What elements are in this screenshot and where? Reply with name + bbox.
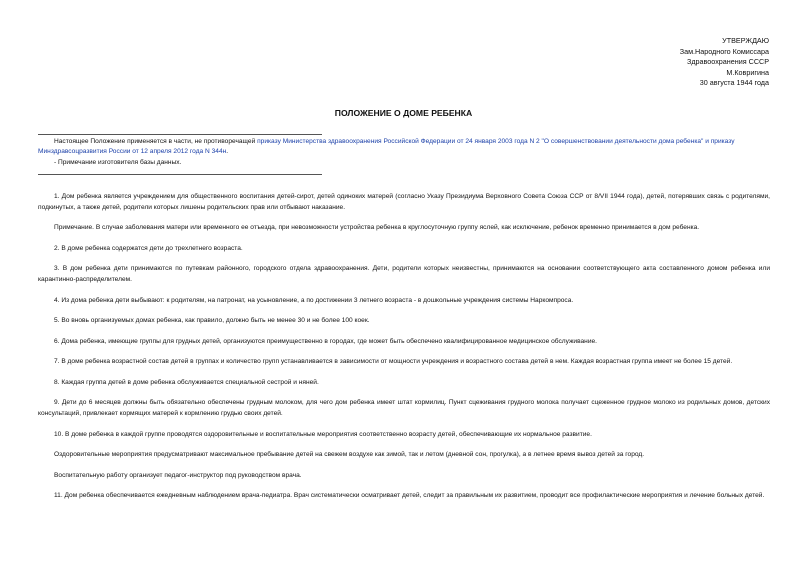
note-intro: Настоящее Положение применяется в части, не противоречащей (54, 138, 258, 145)
paragraph: 5. Во вновь организуемых домах ребенка, как правило, должно быть не менее 30 и не более 100 коек. (54, 317, 370, 325)
paragraph: Примечание. В случае заболевания матери или временного ее отъезда, при невозможности устройства ребенка в круглосуточную группу яслей, как исключение, ребенок временно принимается в дом ребенка. (54, 224, 700, 232)
paragraph: 11. Дом ребенка обеспечивается ежедневным наблюдением врача-педиатра. Врач систематически осматривает детей, следит за правильным их развитием, проводит все профилактические мероприятия и лечение больных детей. (54, 492, 765, 500)
approval-line: УТВЕРЖДАЮ (722, 36, 769, 45)
paragraph: 8. Каждая группа детей в доме ребенка обслуживается специальной сестрой и няней. (54, 378, 319, 386)
note-divider-bottom (38, 174, 322, 175)
approval-line: М.Ковригина (726, 67, 769, 77)
approval-block (680, 36, 769, 89)
paragraph: 6. Дома ребенка, имеющие группы для грудных детей, организуются преимущественно в городах, где может быть обеспечено квалифицированное медицинское обслуживание. (54, 337, 597, 345)
order-link[interactable]: приказу Министерства здравоохранения Российской Федерации от 24 января 2003 года N 2 "О совершенствовании деятельности дома ребенка" и приказу Минздравсоцразвития России от 12 апреля 2012 года N 344н (38, 138, 735, 156)
paragraph: 4. Из дома ребенка дети выбывают: к родителям, на патронат, на усыновление, а по достижении 3 летнего возраста - в дошкольные учреждения системы Наркомпроса. (54, 296, 574, 304)
document-body (38, 192, 770, 512)
note-paragraph (38, 137, 770, 158)
paragraph: Оздоровительные мероприятия предусматривают максимальное пребывание детей на свежем воздухе как зимой, так и летом (дневной сон, прогулка), а в летнее время вывоз детей за город. (54, 451, 645, 459)
editorial-note (38, 137, 770, 168)
note-author: - Примечание изготовителя базы данных. (54, 158, 182, 166)
approval-line: 30 августа 1944 года (699, 78, 769, 87)
note-tail: . (226, 148, 229, 156)
paragraph: 1. Дом ребенка является учреждением для общественного воспитания детей-сирот, детей одиноких матерей (согласно Указу Президиума Верховного Совета Союза ССР от 8/VII 1944 года), детей, потерявших связь с родителями, подкинутых, а также детей, родители которых лишены родительских прав или отбывают наказание. (38, 193, 770, 211)
note-divider-top (38, 134, 322, 135)
paragraph: 3. В дом ребенка дети принимаются по путевкам районного, городского отдела здравоохранения. Дети, родители которых неизвестны, принимаются на основании соответствующего акта составленного домом ребенка или карантинно-распределителем. (38, 265, 770, 284)
paragraph: 2. В доме ребенка содержатся дети до трехлетнего возраста. (54, 244, 243, 252)
document-title: ПОЛОЖЕНИЕ О ДОМЕ РЕБЕНКА (334, 108, 473, 118)
paragraph: Воспитательную работу организует педагог-инструктор под руководством врача. (54, 471, 302, 479)
approval-line: Зам.Народного Комиссара (679, 46, 769, 56)
paragraph: 9. Дети до 6 месяцев должны быть обязательно обеспечены грудным молоком, для чего дом ребенка имеет штат кормилиц. Пункт сцеживания грудного молока получает сцеженное грудное молоко из родильных домов, детских консультаций, привлекает кормящих матерей к кормлению грудью своих детей. (38, 399, 770, 418)
paragraph: 10. В доме ребенка в каждой группе проводятся оздоровительные и воспитательные мероприятия соответственно возрасту детей, обеспечивающие их нормальное развитие. (54, 430, 592, 438)
paragraph: 7. В доме ребенка возрастной состав детей в группах и количество групп устанавливается в зависимости от мощности учреждения и возрастного состава детей в нем. Каждая возрастная группа имеет не более 15 детей. (54, 358, 733, 366)
approval-line: Здравоохранения СССР (687, 57, 769, 66)
